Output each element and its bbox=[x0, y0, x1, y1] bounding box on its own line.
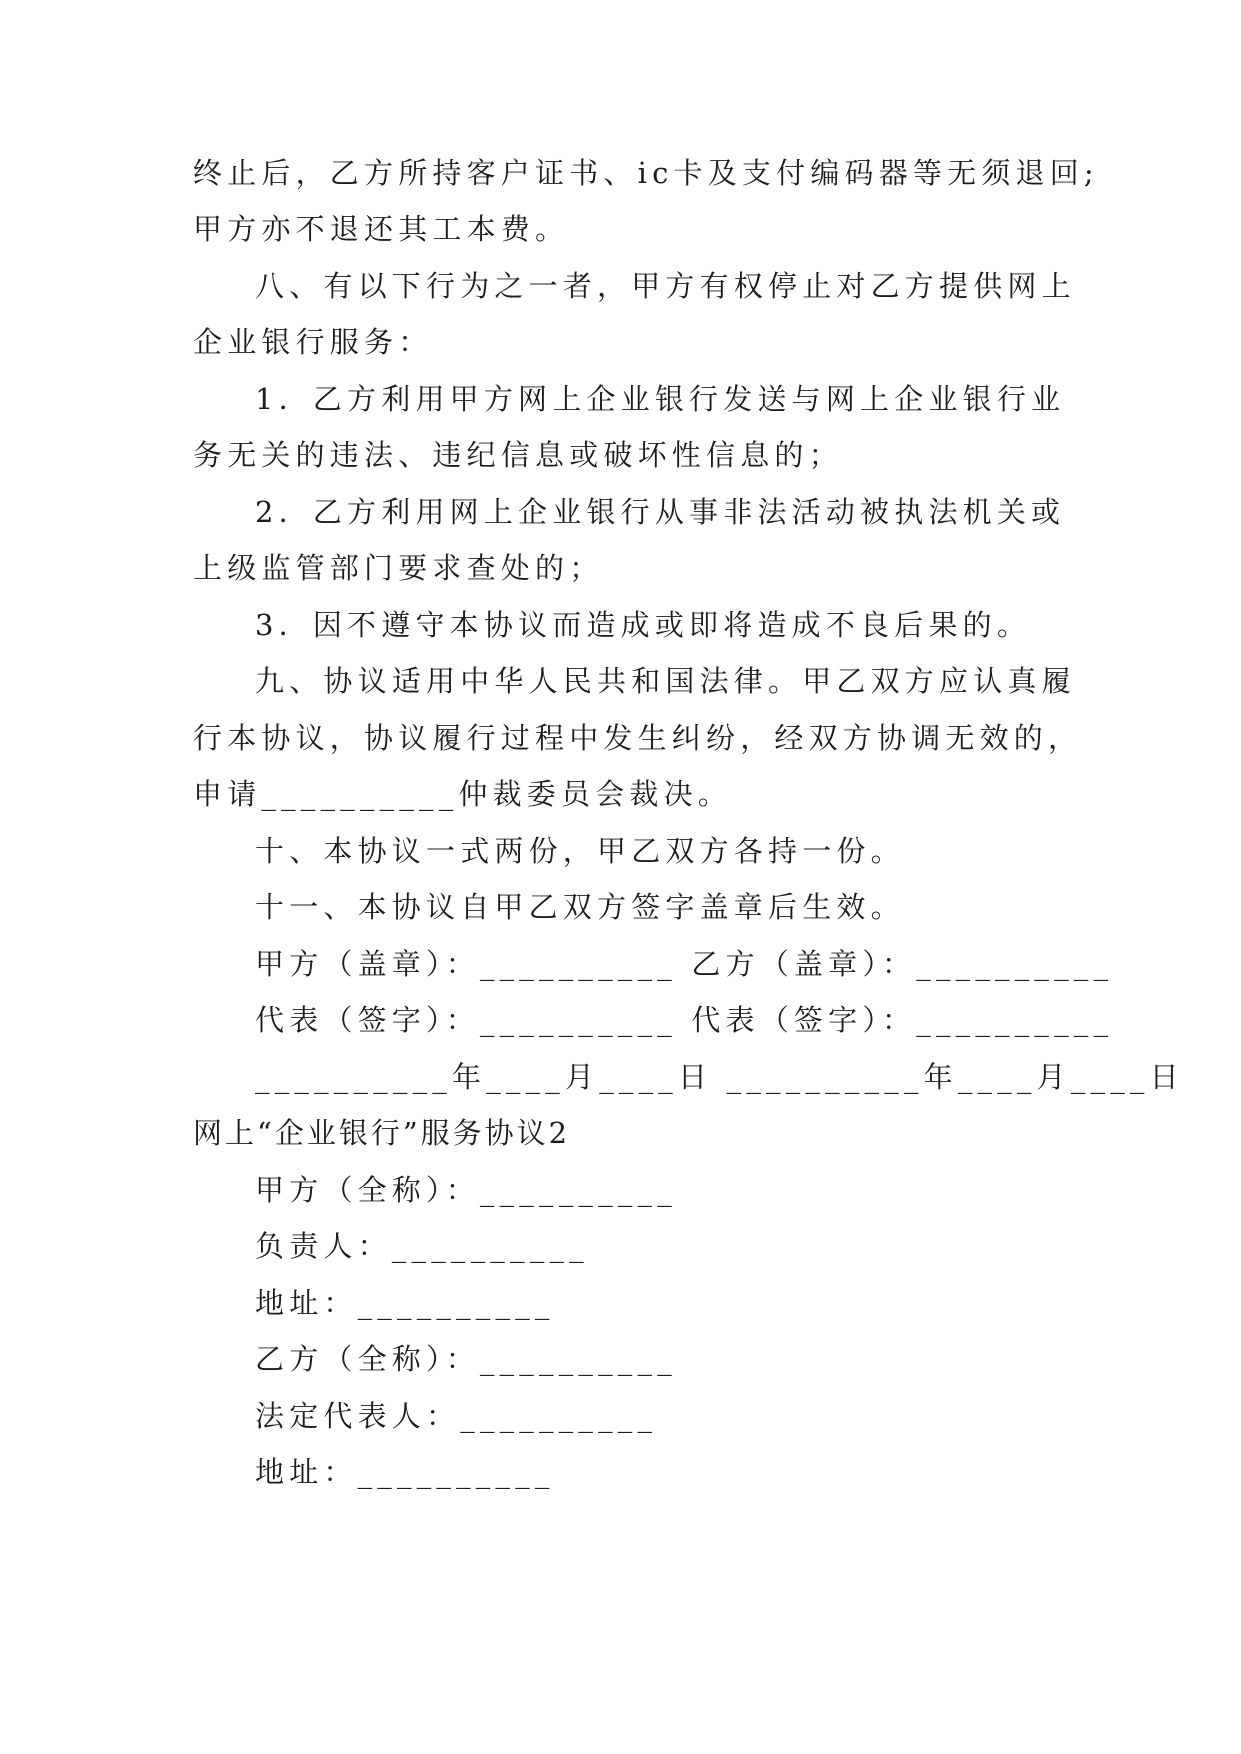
party-a-responsible-person-field: 负责人：__________ bbox=[255, 1229, 589, 1263]
paragraph-line: 甲方亦不退还其工本费。 bbox=[193, 212, 570, 246]
clause-8-item-1: 1．乙方利用甲方网上企业银行发送与网上企业银行业 bbox=[255, 382, 1066, 416]
clause-10: 十、本协议一式两份，甲乙双方各持一份。 bbox=[255, 834, 905, 868]
agreement-2-title: 网上“企业银行”服务协议2 bbox=[193, 1116, 571, 1150]
paragraph-line: 上级监管部门要求查处的； bbox=[193, 551, 604, 585]
party-b-name-field: 乙方（全称）：__________ bbox=[255, 1342, 677, 1376]
clause-8-item-3: 3．因不遵守本协议而造成或即将造成不良后果的。 bbox=[255, 608, 1032, 642]
representative-signature-line: 代表（签字）：__________ 代表（签字）：__________ bbox=[255, 1003, 1114, 1037]
clause-8-item-2: 2．乙方利用网上企业银行从事非法活动被执法机关或 bbox=[255, 495, 1066, 529]
party-a-address-field: 地址：__________ bbox=[255, 1286, 555, 1320]
paragraph-line: 务无关的违法、违纪信息或破坏性信息的； bbox=[193, 438, 843, 472]
paragraph-line: 终止后，乙方所持客户证书、ic卡及支付编码器等无须退回; bbox=[193, 156, 1099, 190]
clause-9-heading: 九、协议适用中华人民共和国法律。甲乙双方应认真履 bbox=[255, 664, 1076, 698]
paragraph-line: 申请__________仲裁委员会裁决。 bbox=[193, 777, 733, 811]
clause-11: 十一、本协议自甲乙双方签字盖章后生效。 bbox=[255, 890, 905, 924]
seal-signature-line: 甲方（盖章）：__________ 乙方（盖章）：__________ bbox=[255, 947, 1114, 981]
paragraph-line: 企业银行服务： bbox=[193, 325, 433, 359]
date-line: __________年____月____日 __________年____月____日 bbox=[255, 1060, 1184, 1094]
party-a-name-field: 甲方（全称）：__________ bbox=[255, 1173, 677, 1207]
clause-8-heading: 八、有以下行为之一者，甲方有权停止对乙方提供网上 bbox=[255, 269, 1076, 303]
party-b-address-field: 地址：__________ bbox=[255, 1455, 555, 1489]
paragraph-line: 行本协议，协议履行过程中发生纠纷，经双方协调无效的， bbox=[193, 721, 1083, 755]
party-b-legal-representative-field: 法定代表人：__________ bbox=[255, 1399, 658, 1433]
